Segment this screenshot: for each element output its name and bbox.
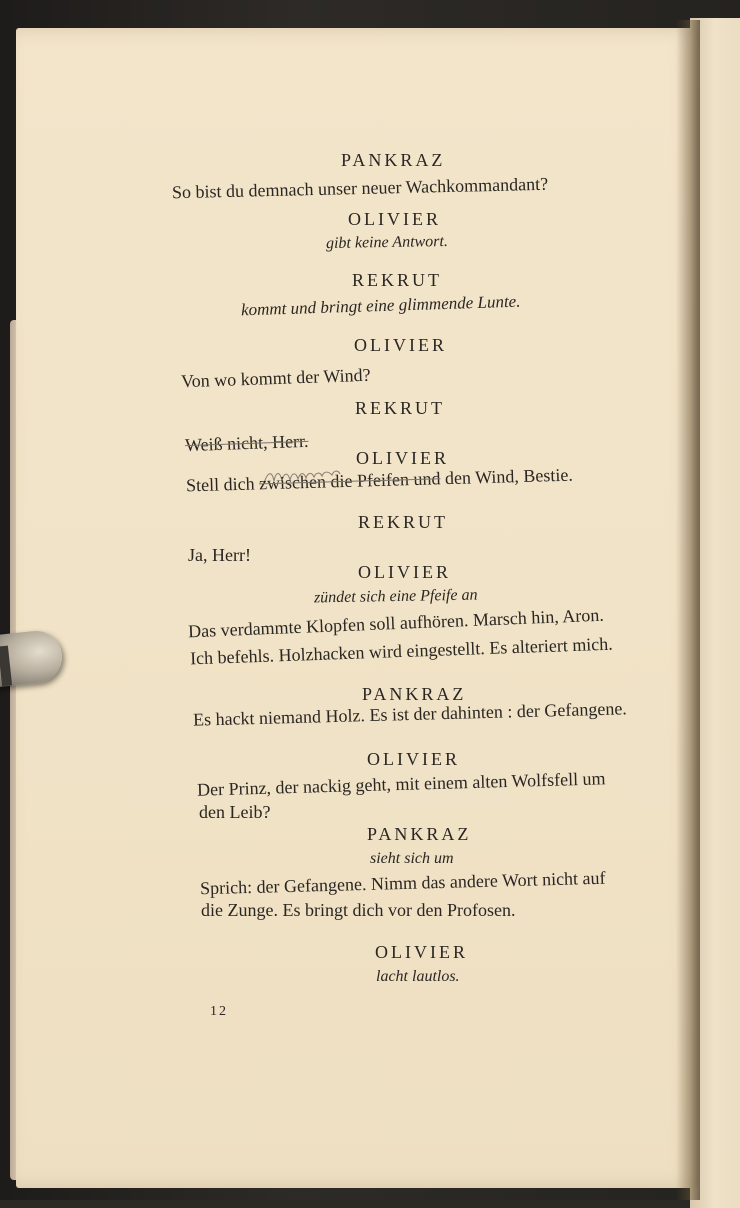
stage-direction: lacht lautlos. <box>376 968 460 985</box>
dialogue-line: die Zunge. Es bringt dich vor den Profosen. <box>201 900 516 920</box>
dialogue-line: Der Prinz, der nackig geht, mit einem alten Wolfsfell um <box>196 768 606 800</box>
dialogue-line: So bist du demnach unser neuer Wachkommandant? <box>171 173 549 203</box>
stage-direction: sieht sich um <box>370 850 454 867</box>
speaker-name: OLIVIER <box>354 335 447 355</box>
speaker-name: OLIVIER <box>348 209 441 229</box>
dialogue-line: Ich befehls. Holzhacken wird eingestellt. Es alteriert mich. <box>189 633 614 669</box>
speaker-name: REKRUT <box>352 270 442 290</box>
page-gutter-shadow <box>676 20 700 1200</box>
dialogue-line: Es hackt niemand Holz. Es ist der dahinten : der Gefangene. <box>192 698 628 730</box>
struck-dialogue-line: Weiß nicht, Herr. <box>184 430 309 456</box>
dialogue-fragment: Stell dich <box>185 473 260 496</box>
speaker-name: REKRUT <box>355 398 445 418</box>
stage-direction: kommt und bringt eine glimmende Lunte. <box>240 291 521 320</box>
speaker-name: OLIVIER <box>356 448 449 468</box>
speaker-name: PANKRAZ <box>362 684 467 704</box>
dialogue-line: Ja, Herr! <box>188 545 251 565</box>
struck-fragment: zwischen die Pfeifen und <box>258 468 441 494</box>
stage-direction: gibt keine Antwort. <box>325 232 449 253</box>
speaker-name: OLIVIER <box>358 562 451 582</box>
dialogue-line: den Leib? <box>199 802 271 822</box>
dialogue-fragment: den Wind, Bestie. <box>440 464 574 489</box>
dialogue-line: Sprich: der Gefangene. Nimm das andere Wort nicht auf <box>199 867 606 899</box>
speaker-name: OLIVIER <box>375 942 468 962</box>
speaker-name: PANKRAZ <box>367 824 472 844</box>
speaker-name: REKRUT <box>358 512 448 532</box>
page-number: 12 <box>210 1004 228 1019</box>
speaker-name: OLIVIER <box>367 749 460 769</box>
dialogue-line: Das verdammte Klopfen soll aufhören. Marsch hin, Aron. <box>187 604 605 642</box>
stage-direction: zündet sich eine Pfeife an <box>313 586 478 607</box>
speaker-name: PANKRAZ <box>341 150 446 170</box>
dialogue-line: Von wo kommt der Wind? <box>180 364 371 392</box>
